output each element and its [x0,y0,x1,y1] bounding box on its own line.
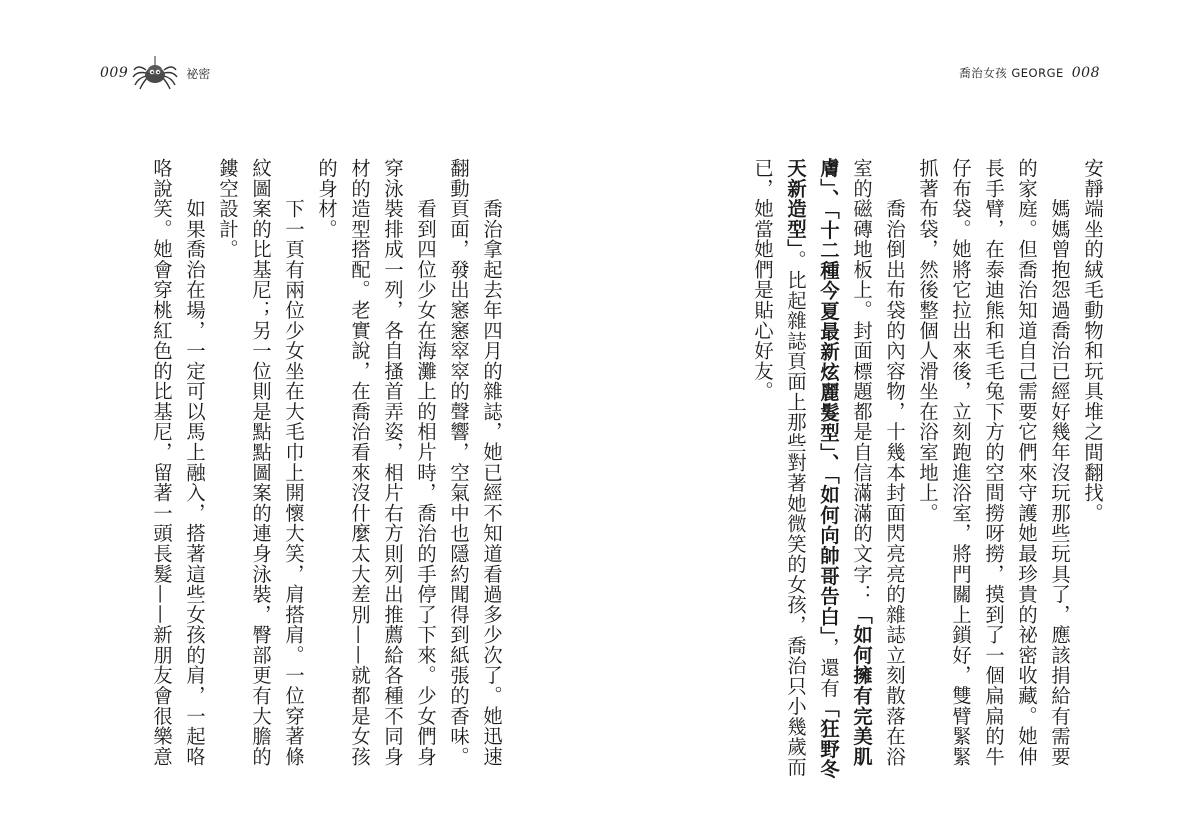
text-segment: 紋圖案的比基尼；另一位則是點點圖案的連身泳裝，臀部更有大膽的 [249,158,272,767]
bold-text-segment: 「如何擁有完美肌 [850,604,873,767]
left-body-text [145,158,508,767]
text-segment: 長手臂，在泰迪熊和毛毛兔下方的空間撈呀撈，摸到了一個扁扁的牛 [982,158,1005,767]
left_page-line [409,158,442,767]
left_page-line [211,158,244,758]
right-page-number: 008 [1071,65,1100,81]
text-segment: 喬治倒出布袋的內容物，十幾本封面閃亮亮的雜誌立刻散落在浴 [883,158,906,767]
text-segment: 已，她當她們是貼心好友。 [751,158,774,402]
text-segment: 鏤空設計。 [216,158,239,260]
right_page-line [1010,158,1043,767]
text-segment: 的身材。 [315,158,338,240]
text-segment: 如果喬治在場，一定可以馬上融入，搭著這些女孩的肩，一起咯 [183,158,206,767]
right_page-line [779,158,812,778]
left_page-line [475,158,508,767]
right_page-line [746,158,779,758]
left_page-line [244,158,277,767]
right-page-header [959,58,1100,88]
right_page-line [878,158,911,767]
text-segment: ，還有 [817,637,840,699]
text-segment: 咯說笑。她會穿桃紅色的比基尼，留著一頭長髮——新朋友會很樂意 [150,158,173,767]
right-body-text [746,158,1109,780]
text-segment: 下一頁有兩位少女坐在大毛巾上開懷大笑，肩搭肩。一位穿著條 [282,158,305,767]
bold-text-segment: 膚」、「十二種今夏最新炫麗髮型」、「如何向帥哥告白」 [817,158,840,638]
text-segment: 的家庭。但喬治知道自己需要它們來守護她最珍貴的祕密收藏。她伸 [1015,158,1038,767]
bold-text-segment: 天新造型」 [784,158,807,250]
bold-text-segment: 「狂野冬 [817,698,840,780]
right_page-line [845,158,878,767]
left_page-line [178,158,211,767]
spider-icon [132,56,178,90]
text-segment: 仔布袋。她將它拉出來後，立刻跑進浴室，將門關上鎖好，雙臂緊緊 [949,158,972,767]
text-segment: 喬治拿起去年四月的雜誌，她已經不知道看過多少次了。她迅速 [480,158,503,767]
chapter-title: 祕密 [186,66,211,81]
book-title: 喬治女孩 GEORGE [959,66,1064,80]
text-segment: 室的磁磚地板上。封面標題都是自信滿滿的文字： [850,158,873,605]
right-page [600,0,1200,831]
text-segment: 安靜端坐的絨毛動物和玩具堆之間翻找。 [1081,158,1104,524]
left_page-line [376,158,409,767]
text-segment: 穿泳裝排成一列，各自搔首弄姿，相片右方則列出推薦給各種不同身 [381,158,404,767]
right_page-line [944,158,977,767]
left_page-line [310,158,343,758]
right_page-line [812,158,845,780]
right_page-line [911,158,944,758]
left-page-header [100,58,210,88]
text-segment: 翻動頁面，發出窸窸窣窣的聲響，空氣中也隱約聞得到紙張的香味。 [447,158,470,767]
right_page-line [977,158,1010,767]
right_page-line [1043,158,1076,767]
text-segment: 材的造型搭配。老實說，在喬治看來沒什麼太大差別——就都是女孩 [348,158,371,767]
text-segment: 抓著布袋，然後整個人滑坐在浴室地上。 [916,158,939,524]
right_page-line [1076,158,1109,758]
left_page-line [145,158,178,767]
text-segment: 看到四位少女在海灘上的相片時，喬治的手停了下來。少女們身 [414,158,437,767]
left_page-line [343,158,376,767]
left-page-number: 009 [100,65,129,81]
left_page-line [277,158,310,767]
text-segment: 。比起雜誌頁面上那些對著她微笑的女孩，喬治只小幾歲而 [784,249,807,778]
left_page-line [442,158,475,767]
text-segment: 媽媽曾抱怨過喬治已經好幾年沒玩那些玩具了，應該捐給有需要 [1048,158,1071,767]
